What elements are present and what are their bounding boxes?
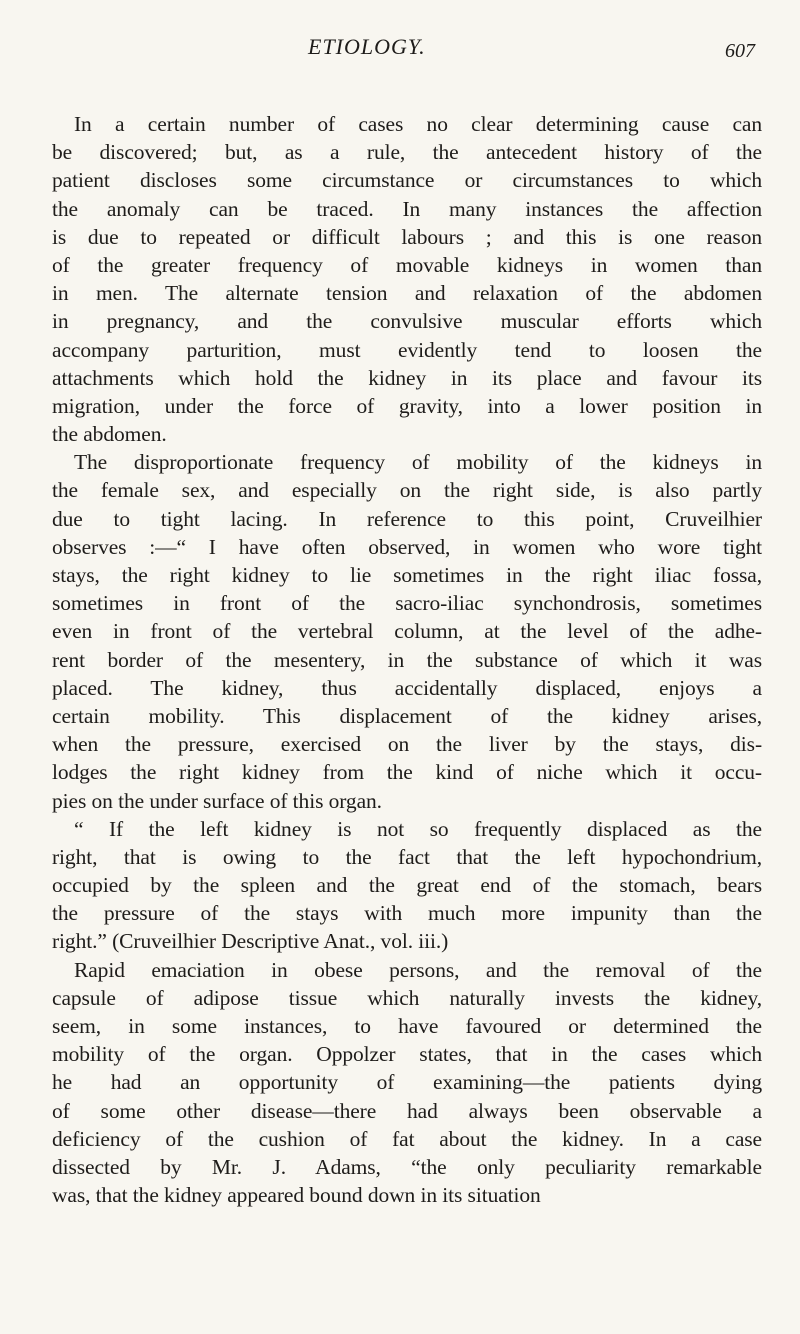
page-number: 607: [725, 40, 755, 62]
text-line: accompany parturition, must evidently tend to loosen the: [52, 337, 762, 362]
text-line: patient discloses some circumstance or circumstances to which: [52, 168, 762, 193]
text-line: pies on the under surface of this organ.: [52, 788, 382, 813]
text-line: placed. The kidney, thus accidentally displaced, enjoys a: [52, 675, 762, 700]
text-line: mobility of the organ. Oppolzer states, that in the cases which: [52, 1042, 762, 1067]
paragraph: [52, 815, 762, 956]
text-line: capsule of adipose tissue which naturally invests the kidney,: [52, 985, 762, 1010]
text-line: due to tight lacing. In reference to this point, Cruveilhier: [52, 506, 762, 531]
text-line: be discovered; but, as a rule, the antecedent history of the: [52, 140, 762, 165]
text-line: sometimes in front of the sacro-iliac synchondrosis, sometimes: [52, 591, 762, 616]
text-line: migration, under the force of gravity, into a lower position in: [52, 393, 762, 418]
text-line: The disproportionate frequency of mobility of the kidneys in: [74, 450, 762, 475]
text-line: right.” (Cruveilhier Descriptive Anat., vol. iii.): [52, 929, 449, 954]
text-line: was, that the kidney appeared bound down in its situation: [52, 1183, 541, 1208]
text-line: is due to repeated or difficult labours ; and this is one reason: [52, 224, 762, 249]
text-line: attachments which hold the kidney in its place and favour its: [52, 365, 762, 390]
text-line: in men. The alternate tension and relaxation of the abdomen: [52, 281, 762, 306]
text-line: observes :—“ I have often observed, in women who wore tight: [52, 534, 762, 559]
text-line: “ If the left kidney is not so frequently displaced as the: [74, 816, 762, 841]
paragraph: [52, 956, 762, 1210]
text-line: he had an opportunity of examining—the patients dying: [52, 1070, 762, 1095]
text-line: when the pressure, exercised on the liver by the stays, dis-: [52, 732, 762, 757]
text-line: Rapid emaciation in obese persons, and the removal of the: [74, 957, 762, 982]
text-line: of the greater frequency of movable kidneys in women than: [52, 252, 762, 277]
text-line: the anomaly can be traced. In many instances the affection: [52, 196, 762, 221]
text-line: occupied by the spleen and the great end of the stomach, bears: [52, 873, 762, 898]
text-line: the female sex, and especially on the right side, is also partly: [52, 478, 762, 503]
text-line: in pregnancy, and the convulsive muscular efforts which: [52, 309, 762, 334]
running-header: [0, 28, 800, 68]
text-line: rent border of the mesentery, in the substance of which it was: [52, 647, 762, 672]
text-line: seem, in some instances, to have favoured or determined the: [52, 1014, 762, 1038]
paragraph: [52, 448, 762, 814]
text-line: lodges the right kidney from the kind of niche which it occu-: [52, 760, 762, 785]
text-line: dissected by Mr. J. Adams, “the only peculiarity remarkable: [52, 1154, 762, 1179]
text-line: the pressure of the stays with much more impunity than the: [52, 901, 762, 926]
running-title: ETIOLOGY.: [308, 34, 426, 59]
text-line: right, that is owing to the fact that the left hypochondrium,: [52, 844, 762, 869]
text-line: even in front of the vertebral column, at the level of the adhe-: [52, 619, 762, 644]
text-line: In a certain number of cases no clear determining cause can: [74, 112, 762, 136]
paragraph: [52, 110, 762, 448]
text-line: stays, the right kidney to lie sometimes in the right iliac fossa,: [52, 563, 762, 587]
text-line: the abdomen.: [52, 422, 167, 447]
body-text: [52, 110, 762, 1209]
text-line: of some other disease—there had always been observable a: [52, 1098, 762, 1123]
text-line: deficiency of the cushion of fat about the kidney. In a case: [52, 1126, 762, 1151]
text-line: certain mobility. This displacement of the kidney arises,: [52, 703, 762, 728]
